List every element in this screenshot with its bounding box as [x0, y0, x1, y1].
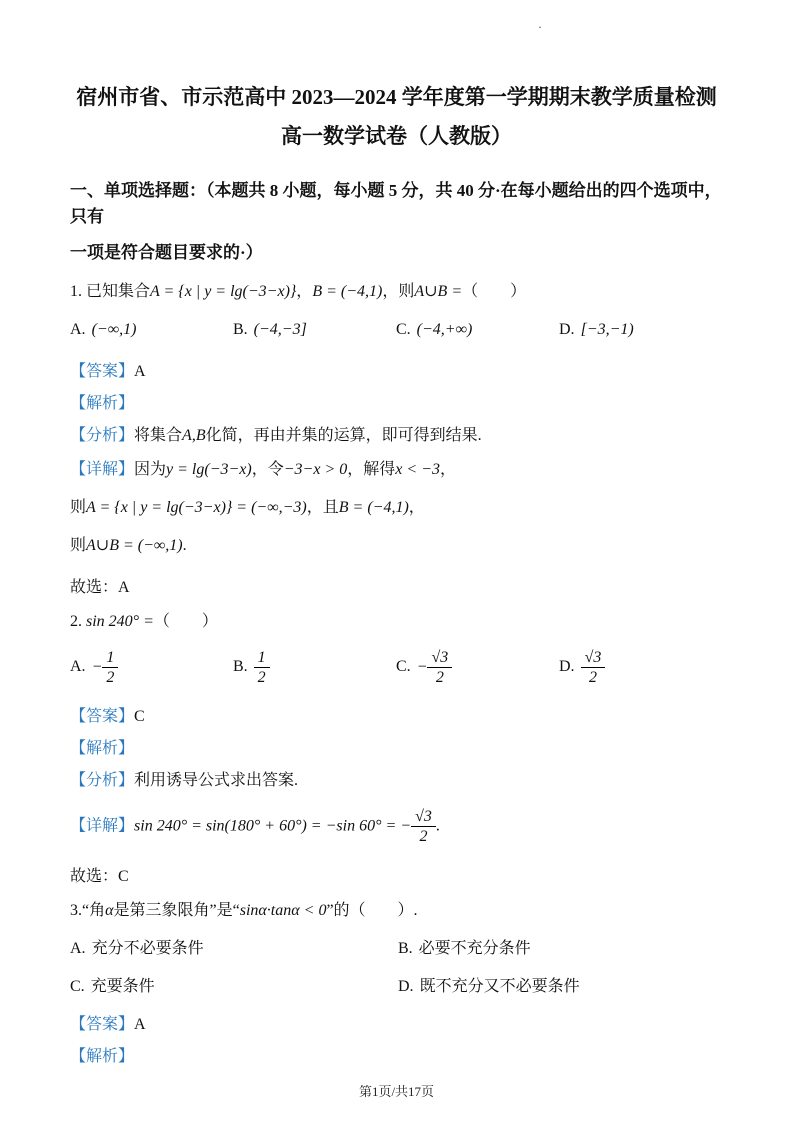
q2-stem [70, 610, 723, 634]
text-segment: 利用诱导公式求出答案. [134, 772, 299, 790]
option-label: D. [398, 977, 414, 995]
q3-option-a [70, 937, 398, 961]
text-segment: −3−x > 0 [283, 460, 348, 478]
answer-value: A [134, 362, 146, 380]
option-label: A. [70, 658, 86, 676]
text-segment: B [195, 426, 206, 444]
fraction-denominator: 2 [257, 669, 266, 687]
fraction-numerator: √3 [411, 807, 436, 827]
q1-option-c [396, 318, 559, 342]
option-label: B. [398, 939, 413, 957]
page-footer: 第1页/共17页 [358, 1084, 435, 1099]
option-label: B. [233, 320, 248, 338]
option-value: (−4,+∞) [416, 320, 473, 338]
q1-conclusion: 故选：A [70, 578, 130, 596]
text-segment: sinα·tanα < 0 [239, 901, 327, 919]
option-value: [−3,−1) [580, 320, 634, 338]
text-segment: , [191, 426, 196, 444]
option-value: 既不充分又不必要条件 [419, 977, 580, 995]
stray-mark: · [538, 20, 542, 34]
q1-option-a [70, 318, 233, 342]
answer-label: 【答案】 [70, 708, 135, 726]
section-heading-line1: 一、单项选择题：（本题共 8 小题，每小题 5 分，共 40 分·在每小题给出的四个选项中，只有 [70, 180, 722, 227]
text-segment: y = lg(−3−x) [166, 460, 252, 478]
xiangjie-label: 【详解】 [70, 460, 135, 478]
text-segment: ”的（ ）. [326, 901, 418, 919]
fraction [102, 648, 118, 687]
text-segment: 将集合 [134, 426, 183, 444]
fenxi-label: 【分析】 [70, 426, 135, 444]
q3-option-d [398, 975, 726, 999]
option-label: B. [233, 658, 248, 676]
page-subtitle: 高一数学试卷（人教版） [281, 124, 512, 149]
text-segment: α [105, 901, 114, 919]
text-segment: ， [296, 282, 313, 300]
answer-value: C [134, 708, 145, 726]
q3-option-b [398, 937, 726, 961]
q1-analysis-line [70, 392, 723, 416]
answer-value: A [134, 1015, 146, 1033]
fraction [581, 648, 606, 687]
q3-analysis-line [70, 1045, 723, 1069]
text-segment: 是第三象限角”是“ [113, 901, 240, 919]
analysis-label: 【解析】 [70, 1047, 135, 1065]
q2-answer-line [70, 705, 723, 729]
text-segment: 2. [70, 612, 86, 630]
option-value: 必要不充分条件 [418, 939, 531, 957]
option-value: 充分不必要条件 [91, 939, 204, 957]
fraction [254, 648, 270, 687]
q3-answer-line [70, 1013, 723, 1037]
text-segment: ， [408, 498, 425, 516]
detail-math: sin 240° = sin(180° + 60°) = −sin 60° = − [134, 817, 412, 835]
fraction-denominator: 2 [435, 669, 444, 687]
q1-option-b [233, 318, 396, 342]
text-segment: A∪B = [414, 282, 463, 300]
text-segment: 化简，再由并集的运算，即可得到结果. [205, 426, 482, 444]
q3-options-row-2 [70, 975, 723, 999]
option-label: A. [70, 939, 86, 957]
text-segment: A [182, 426, 192, 444]
q2-options [70, 648, 723, 687]
fenxi-label: 【分析】 [70, 772, 135, 790]
q3-option-c [70, 975, 398, 999]
option-label: C. [70, 977, 85, 995]
q2-fenxi-line [70, 769, 723, 793]
fraction-numerator: 1 [254, 648, 270, 668]
detail-period: . [435, 817, 440, 835]
q1-fenxi-line [70, 424, 723, 448]
q1-stem [70, 280, 723, 304]
q2-option-c [396, 648, 559, 687]
q1-options [70, 318, 723, 342]
fraction [427, 648, 452, 687]
q1-detail-line-2 [70, 496, 723, 520]
text-segment: A∪B = (−∞,1) [86, 536, 183, 554]
detail-text [134, 461, 456, 478]
text-segment: ，且 [306, 498, 339, 516]
q2-conclusion: 故选：C [70, 867, 129, 885]
xiangjie-label: 【详解】 [70, 817, 135, 835]
text-segment: B = (−4,1) [338, 498, 409, 516]
text-segment: sin 240° = [86, 612, 154, 630]
text-segment: x < −3 [395, 460, 440, 478]
fraction [411, 807, 436, 846]
fraction-denominator: 2 [419, 828, 428, 846]
text-segment: A = {x | y = lg(−3−x)} = (−∞,−3) [86, 498, 307, 516]
fraction-numerator: √3 [427, 648, 452, 668]
fenxi-text [134, 427, 482, 444]
q1-detail-line-3 [70, 534, 723, 558]
option-label: C. [396, 320, 411, 338]
option-value: (−∞,1) [91, 320, 137, 338]
fraction-numerator: 1 [102, 648, 118, 668]
fenxi-text [134, 772, 298, 789]
q1-option-d [559, 318, 634, 342]
fraction-denominator: 2 [588, 669, 597, 687]
text-segment: 因为 [134, 460, 167, 478]
text-segment: （ ） [462, 282, 527, 300]
text-segment: ，解得 [347, 460, 396, 478]
page-title: 宿州市省、市示范高中 2023—2024 学年度第一学期期末教学质量检测 [76, 85, 717, 109]
answer-label: 【答案】 [70, 362, 135, 380]
q2-option-b [233, 648, 396, 687]
section-heading-line2: 一项是符合题目要求的·） [70, 242, 263, 262]
text-segment: 3.“角 [70, 901, 106, 919]
text-segment: 则 [70, 536, 87, 554]
text-segment: （ ） [153, 612, 218, 630]
option-value: 充要条件 [90, 977, 155, 995]
analysis-label: 【解析】 [70, 394, 135, 412]
q1-answer-line [70, 360, 723, 384]
option-label: D. [559, 658, 575, 676]
q3-stem [70, 899, 723, 923]
option-label: A. [70, 320, 86, 338]
analysis-label: 【解析】 [70, 740, 135, 758]
q2-analysis-line [70, 737, 723, 761]
text-segment: . [182, 536, 187, 554]
q2-option-a [70, 648, 233, 687]
q3-options-row-1 [70, 937, 723, 961]
fraction-denominator: 2 [106, 669, 115, 687]
q1-detail-line-1 [70, 458, 723, 482]
text-segment: A = {x | y = lg(−3−x)} [150, 282, 297, 300]
text-segment: ， [439, 460, 456, 478]
q2-option-d [559, 648, 605, 687]
minus-sign: − [416, 658, 428, 676]
option-label: D. [559, 320, 575, 338]
text-segment: ，则 [382, 282, 415, 300]
q2-detail-line [70, 807, 723, 846]
text-segment: B = (−4,1) [312, 282, 383, 300]
fraction-numerator: √3 [581, 648, 606, 668]
text-segment: 则 [70, 498, 87, 516]
option-label: C. [396, 658, 411, 676]
text-segment: 1. 已知集合 [70, 282, 151, 300]
minus-sign: − [91, 658, 103, 676]
answer-label: 【答案】 [70, 1015, 135, 1033]
text-segment: ，令 [251, 460, 284, 478]
option-value: (−4,−3] [253, 320, 307, 338]
